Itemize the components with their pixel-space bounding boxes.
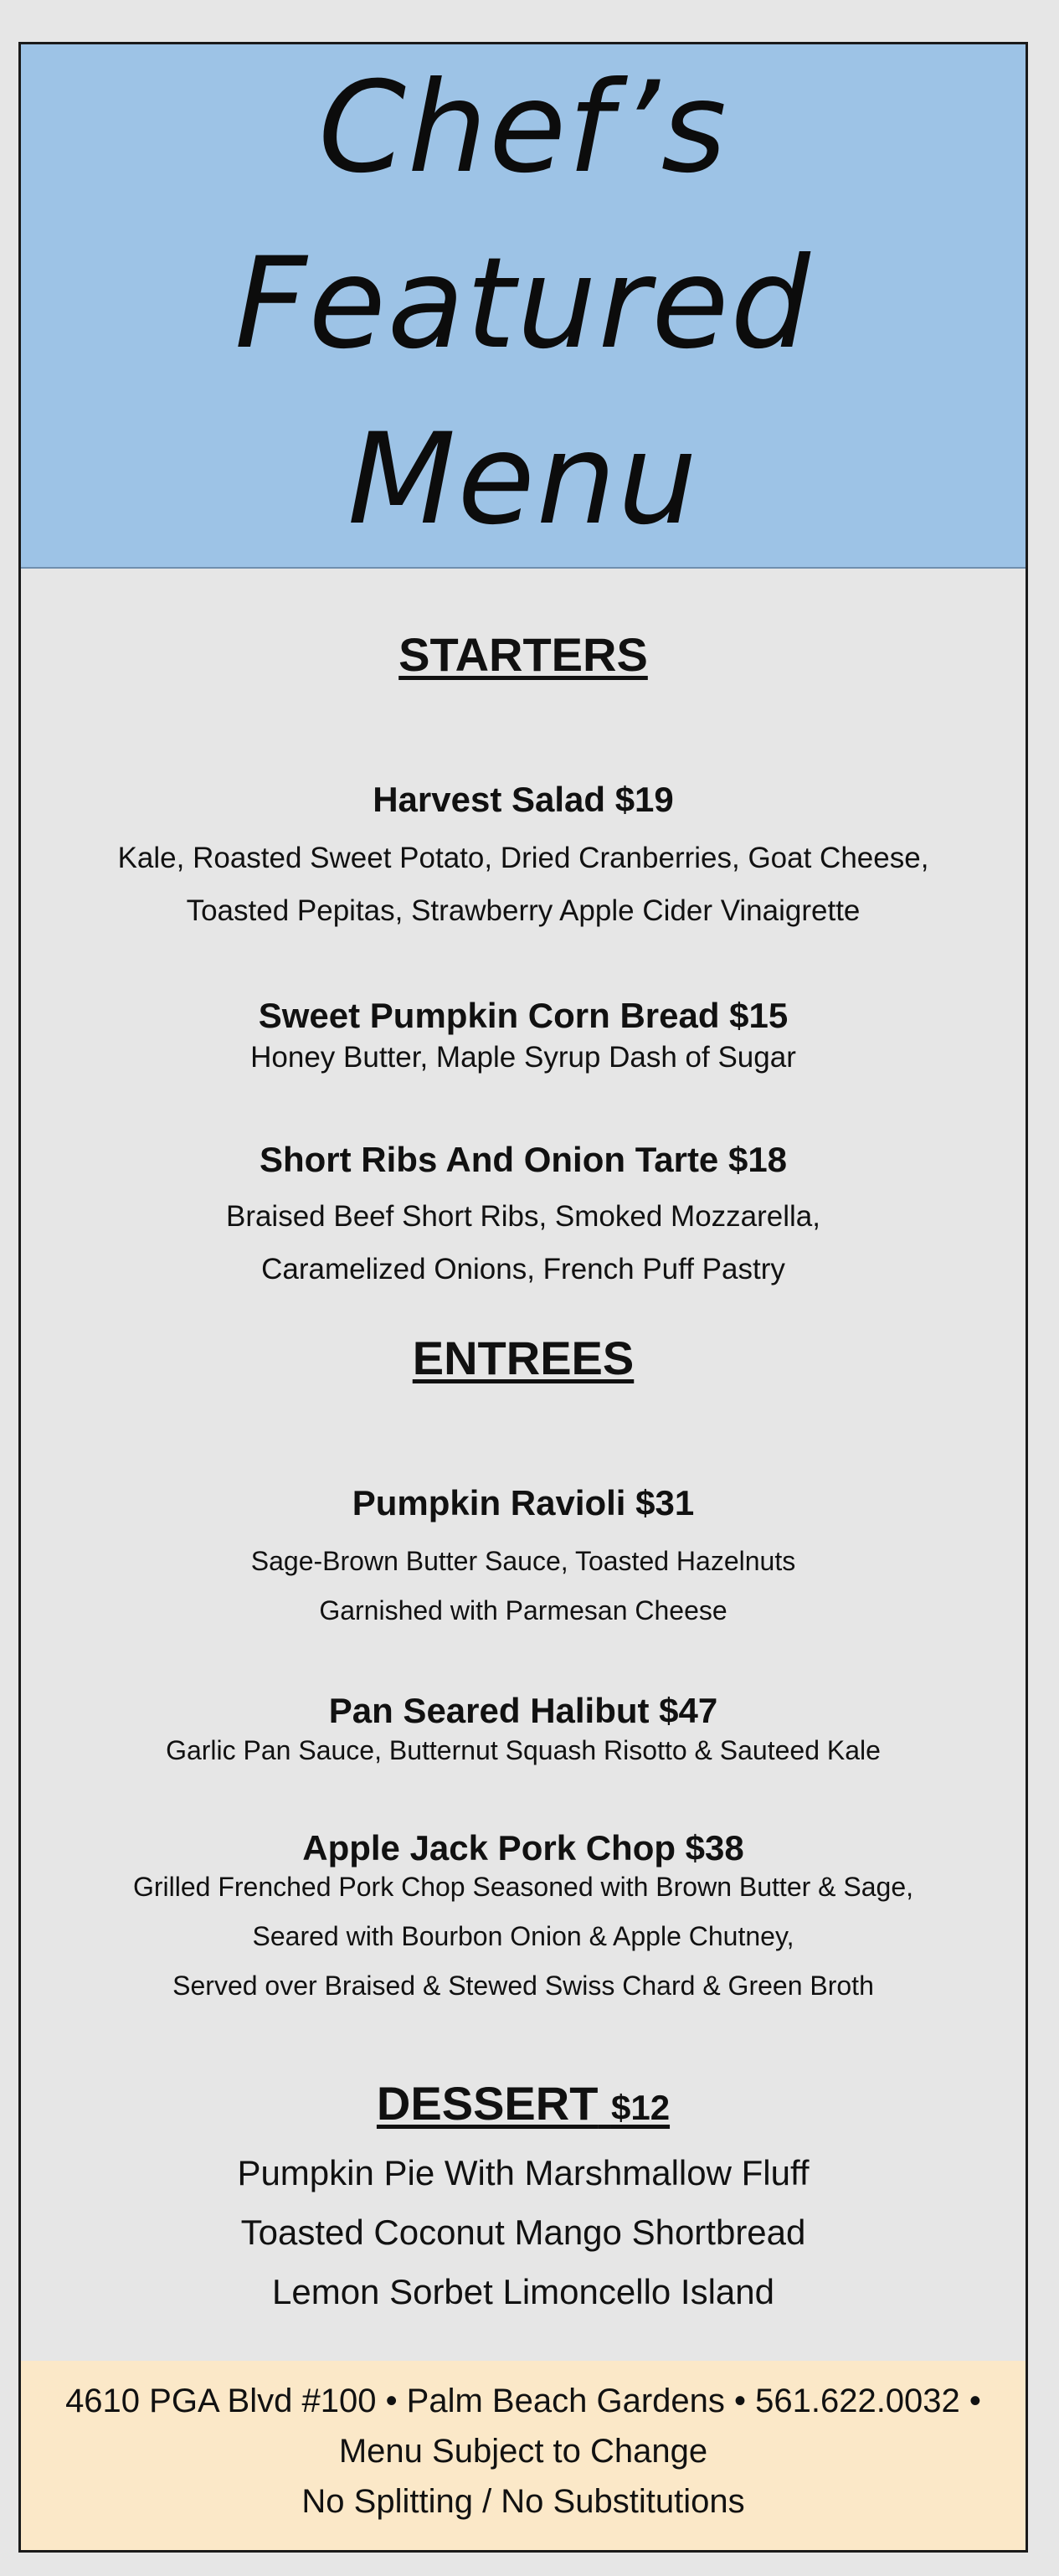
- starters-heading: STARTERS: [398, 628, 648, 681]
- entree-1-desc-line-2: Garnished with Parmesan Cheese: [319, 1595, 727, 1625]
- menu-card: [18, 42, 1028, 2553]
- starter-1-name: Harvest Salad $19: [373, 780, 674, 819]
- entree-3-desc-line-1: Grilled Frenched Pork Chop Seasoned with Brown Butter & Sage,: [132, 1872, 914, 1902]
- dessert-item-3: Lemon Sorbet Limoncello Island: [271, 2272, 775, 2311]
- entree-3-desc-line-3: Served over Braised & Stewed Swiss Chard & Green Broth: [172, 1971, 874, 2001]
- starter-1-desc-line-2: Toasted Pepitas, Strawberry Apple Cider Vinaigrette: [186, 894, 861, 927]
- entree-2-desc-line-1: Garlic Pan Sauce, Butternut Squash Risotto & Sauteed Kale: [166, 1735, 881, 1765]
- starter-1-desc-line-1: Kale, Roasted Sweet Potato, Dried Cranberries, Goat Cheese,: [117, 842, 929, 874]
- dessert-heading-label: DESSERT: [376, 2077, 599, 2130]
- menu-title-line-1: Chef’s: [318, 55, 728, 201]
- entrees-heading: ENTREES: [412, 1332, 635, 1384]
- starter-3-desc-line-2: Caramelized Onions, French Puff Pastry: [261, 1253, 785, 1285]
- footer-notice-change: Menu Subject to Change: [338, 2433, 708, 2470]
- entree-2-name: Pan Seared Halibut $47: [328, 1691, 718, 1730]
- starter-2-desc-line-1: Honey Butter, Maple Syrup Dash of Sugar: [250, 1041, 796, 1074]
- starter-2-name: Sweet Pumpkin Corn Bread $15: [258, 996, 789, 1035]
- entree-3-name: Apple Jack Pork Chop $38: [302, 1828, 744, 1868]
- entree-1-desc-line-1: Sage-Brown Butter Sauce, Toasted Hazelnuts: [250, 1546, 796, 1576]
- menu-header: [21, 44, 1026, 569]
- entree-3-desc-line-2: Seared with Bourbon Onion & Apple Chutney,: [252, 1921, 794, 1951]
- footer-notice-policy: No Splitting / No Substitutions: [301, 2483, 745, 2520]
- dessert-item-1: Pumpkin Pie With Marshmallow Fluff: [237, 2153, 810, 2192]
- starter-3-desc-line-1: Braised Beef Short Ribs, Smoked Mozzarella,: [225, 1200, 821, 1233]
- footer-address: 4610 PGA Blvd #100 • Palm Beach Gardens • 561.622.0032 •: [65, 2383, 981, 2419]
- starter-3-name: Short Ribs And Onion Tarte $18: [259, 1140, 788, 1179]
- dessert-item-2: Toasted Coconut Mango Shortbread: [240, 2213, 806, 2252]
- entree-1-name: Pumpkin Ravioli $31: [352, 1483, 695, 1522]
- dessert-price: $12: [610, 2088, 671, 2127]
- menu-title-line-2: Featured: [234, 231, 812, 377]
- menu-title-line-3: Menu: [347, 407, 699, 553]
- dessert-heading: [21, 2076, 1026, 2130]
- menu-footer: [21, 2361, 1026, 2553]
